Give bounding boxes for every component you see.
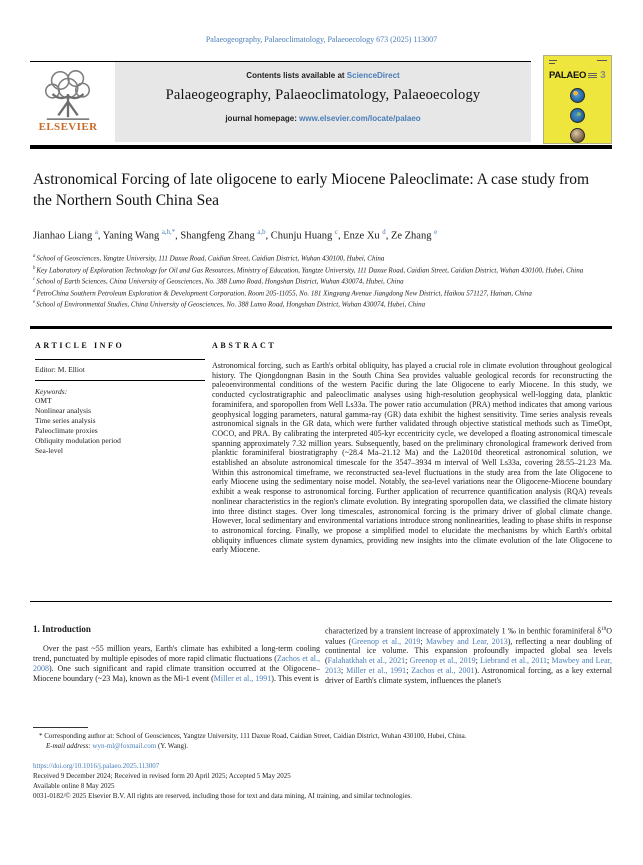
header-bottom-rule: [30, 145, 612, 149]
section-heading-introduction: 1. Introduction: [33, 624, 91, 634]
abstract-bottom-rule: [30, 601, 612, 602]
affiliation-label: e: [33, 300, 36, 306]
affiliation-label: c: [33, 277, 36, 283]
text-segment: c: [334, 229, 338, 236]
cover-masthead: [549, 70, 607, 81]
text-segment: (Y. Wang).: [156, 741, 189, 750]
affiliation-label: b: [33, 265, 36, 271]
text-segment: , Enze Xu: [337, 230, 383, 242]
text-segment: ). This event is: [271, 673, 319, 683]
text-segment: characterized by a transient increase of approximately 1 ‰ in benthic foraminiferal δ: [325, 626, 602, 636]
elsevier-tree-icon: [39, 65, 97, 123]
homepage-line: [115, 114, 531, 123]
text-segment: ). Astronomical forcing, as a key external driver of Earth's climate system, influences the planet's: [325, 666, 612, 686]
text-segment: ;: [341, 666, 347, 676]
text-segment: , Chunju Huang: [265, 230, 335, 242]
info-rule: [35, 380, 205, 381]
text-segment: a,b,*: [161, 229, 176, 236]
citation-link[interactable]: Miller et al., 1991: [346, 666, 407, 676]
abstract-text: Astronomical forcing, such as Earth's orbital obliquity, has played a crucial role in climate evolution throughout geological history. The Qiongdongnan Basin in the South China Sea provides valuable geological records for reconstructing the paleoenvironmental conditions of the western Pacific during the late Oligocene to early Miocene. In this study, we conducted cyclostratigraphic and paleoclimatic analyses using high-resolution geophysical well-logging data, planktic foraminifera, and sporopollen from Well Ls33a. The power ratio accumulation (PRA) method indicates that among various geophysical logging parameters, natural gamma-ray (GR) data exhibit the highest sensitivity. Time series analysis reveals astronomical signals in the GR data, which were further validated through objective statistical methods such as TimeOpt, COCO, and PRA. By calibrating the interpreted 405-kyr eccentricity cycle, we developed a floating astronomical timescale spanning approximately 7.32 million years. Subsequently, based on the preliminary chronological framework derived from planktic foraminiferal biostratigraphy (~28.4 Ma–21.12 Ma) and the La2010d theoretical astronomical solution, we established an absolute astronomical timescale for the 3547–3934 m interval of Well Ls33a, covering 28.55–21.23 Ma. Within this astronomical timeframe, we reconstructed sea-level fluctuations in the study area from the late Oligocene to early Miocene using the sedimentary noise model. Notably, the sea-level variations near the Oligocene-Miocene boundary exhibit a weak response to astronomical forcing. Further application of recurrence quantification analysis (RQA) reveals nonlinear characteristics in the region's climate evolution. By integrating sporopollen data, we classified the climate history into three distinct stages. Over long timescales, astronomical forcing is the primary driver of global climate change. However, local sedimentary and environmental variations introduce strong nonlinearities, leading to phase shifts in response to astronomical forcing. Finally, we propose a simplified model to elucidate the mechanisms by which Earth's orbital obliquity influences climate system dynamics, providing new insights into the climate evolution of the late Oligocene to early Miocene.: [212, 361, 612, 555]
elsevier-wordmark: ELSEVIER: [38, 121, 98, 133]
copyright-line: 0031-0182/© 2025 Elsevier B.V. All rights are reserved, including those for text and data mining, AI training, and similar technologies.: [33, 792, 413, 800]
citation-link[interactable]: Mawbey and Lear, 2013: [325, 656, 612, 676]
citation-link[interactable]: wyn-ml@foxmail.com: [92, 741, 157, 750]
text-segment: a: [94, 229, 98, 236]
article-title: Astronomical Forcing of late oligocene to early Miocene Paleoclimate: A case study from the Northern South China Sea: [33, 171, 590, 209]
contents-line: [115, 71, 531, 80]
abstract-heading: ABSTRACT: [212, 341, 277, 350]
info-rule: [35, 359, 205, 360]
text-segment: , Shangfeng Zhang: [175, 230, 258, 242]
received-dates-line: Received 9 December 2024; Received in revised form 20 April 2025; Accepted 5 May 2025: [33, 772, 291, 780]
affiliation-text: School of Geosciences, Yangtze University, 111 Daxue Road, Caidian Street, Caidian District, Wuhan 430100, Hubei, China: [36, 254, 385, 263]
journal-title: Palaeogeography, Palaeoclimatology, Palaeoecology: [165, 87, 481, 103]
affiliation: [33, 299, 605, 311]
citation-link[interactable]: Liebrand et al., 2011: [480, 656, 548, 666]
intro-right-column: [325, 625, 612, 686]
cover-issue-number: 3: [600, 70, 606, 81]
corresponding-author-line: * Corresponding author at: School of Geosciences, Yangtze University, 111 Daxue Road, Caidian Street, Caidian District, Wuhan 430100, Hubei, China.: [39, 732, 467, 740]
keywords-label: Keywords:: [35, 387, 68, 396]
cover-masthead-title: PALAEO: [549, 70, 587, 81]
email-line: [33, 742, 611, 752]
citation-link[interactable]: Greenop et al., 2019: [409, 656, 476, 666]
article-info-heading: ARTICLE INFO: [35, 341, 125, 350]
text-segment: , Yaning Wang: [97, 230, 162, 242]
affiliations-block: [33, 253, 605, 311]
homepage-prefix: journal homepage:: [225, 114, 300, 123]
elsevier-logo: [31, 64, 105, 142]
text-segment: ;: [547, 656, 552, 666]
citation-link[interactable]: Falahatkhah et al., 2021: [327, 656, 406, 666]
intro-left-column: [33, 644, 320, 684]
affiliation: [33, 253, 605, 265]
affiliation-text: School of Earth Sciences, China University of Geosciences, No. 388 Lumo Road, Hongshan District, Wuhan 430074, Hubei, China: [36, 277, 404, 286]
text-segment: ;: [406, 666, 412, 676]
affiliation-label: a: [33, 254, 36, 259]
text-segment: ;: [420, 636, 426, 646]
contents-prefix: Contents lists available at: [246, 71, 347, 80]
text-segment: ;: [475, 656, 481, 666]
citation-link[interactable]: Miller et al., 1991: [213, 673, 272, 683]
text-segment: 18: [601, 626, 607, 632]
editor-line: Editor: M. Elliot: [35, 365, 85, 374]
corresponding-author-footnote: [33, 732, 611, 751]
affiliation-text: PetroChina Southern Petroleum Exploration & Development Corporation, Room 205-11055, No. 181 Xingyang Avenue Jiangdong New District, Haikou 571127, Hainan, China: [36, 288, 532, 297]
shell-icon: [570, 128, 585, 143]
cover-subtitle-lines: [588, 73, 597, 78]
affiliation: [33, 265, 605, 277]
text-segment: ;: [405, 656, 410, 666]
citation-link[interactable]: Greenop et al., 2019: [351, 636, 421, 646]
affiliation: [33, 288, 605, 300]
article-footer: [33, 761, 611, 801]
homepage-url-link[interactable]: www.elsevier.com/locate/palaeo: [299, 114, 421, 123]
affiliation-label: d: [33, 288, 36, 294]
footnote-rule: [33, 727, 88, 728]
available-online-line: Available online 8 May 2025: [33, 782, 115, 790]
affiliation-text: Key Laboratory of Exploration Technology for Oil and Gas Resources, Ministry of Education, Yangtze University, 111 Daxue Road, Caidian Street, Caidian District, Wuhan 430100, Hubei, China: [36, 265, 584, 274]
sciencedirect-link[interactable]: ScienceDirect: [346, 71, 400, 80]
text-segment: a,b: [257, 229, 266, 236]
citation-link[interactable]: Zachos et al., 2008: [33, 653, 320, 673]
journal-header-box: [115, 62, 531, 142]
journal-cover-thumbnail[interactable]: [543, 55, 612, 144]
running-head-citation: Palaeogeography, Palaeoclimatology, Palaeoecology 673 (2025) 113007: [205, 35, 438, 44]
keyword: Sea-level: [35, 446, 63, 455]
text-segment: Over the past ~55 million years, Earth's climate has exhibited a long-term cooling trend, punctuated by multiple episodes of more rapid climatic fluctuations (: [33, 644, 320, 663]
text-segment: Jianhao Liang: [33, 230, 95, 242]
globe-icon: [570, 108, 585, 123]
text-segment: ), reflecting a near doubling of continental ice volume. This expansion profoundly impacted global sea levels (: [325, 636, 612, 666]
text-segment: O values (: [325, 626, 612, 646]
citation-link[interactable]: Zachos et al., 2001: [411, 666, 475, 676]
info-top-rule: [30, 326, 612, 329]
keyword: Nonlinear analysis: [35, 406, 92, 415]
abstract-column: [212, 341, 612, 555]
keyword: OMT: [35, 396, 52, 405]
keyword: Time series analysis: [35, 416, 96, 425]
affiliation: [33, 276, 605, 288]
text-segment: , Ze Zhang: [385, 230, 435, 242]
doi-link[interactable]: https://doi.org/10.1016/j.palaeo.2025.113007: [33, 762, 160, 770]
text-segment: e: [434, 229, 438, 236]
cover-globe-images: [544, 88, 611, 143]
cover-detail-line: [597, 60, 607, 61]
globe-icon: [570, 88, 585, 103]
text-segment: ). One such significant and rapid climate transition occurred at the Oligocene–Miocene boundary (~23 Ma), known as the Mi-1 event (: [33, 663, 320, 683]
cover-detail-line: [549, 60, 557, 61]
text-segment: d: [382, 229, 386, 236]
keyword: Paleoclimate proxies: [35, 426, 98, 435]
article-info-column: [35, 341, 205, 456]
authors-line: [33, 229, 611, 242]
affiliation-text: School of Environmental Studies, China University of Geosciences, No. 388 Lumo Road, Hongshan District, Wuhan 430074, Hubei, China: [36, 300, 426, 309]
text-segment: E-mail address:: [46, 741, 93, 750]
citation-link[interactable]: Mawbey and Lear, 2013: [425, 636, 508, 646]
keyword: Obliquity modulation period: [35, 436, 121, 445]
cover-detail-line: [549, 63, 555, 64]
